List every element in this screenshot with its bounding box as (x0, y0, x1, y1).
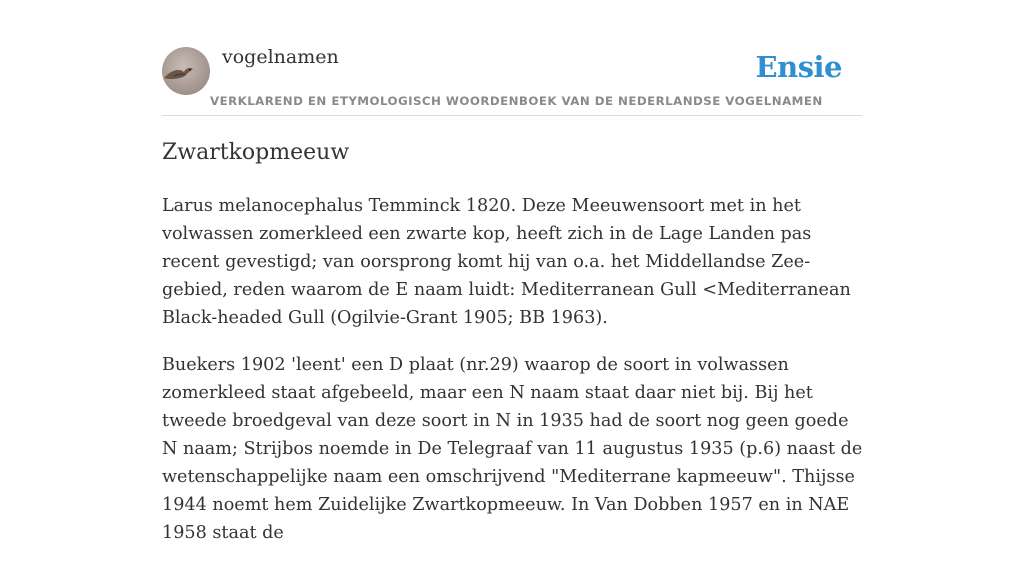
site-header (162, 0, 862, 116)
blog-subtitle: VERKLAREND EN ETYMOLOGISCH WOORDENBOEK VAN DE NEDERLANDSE VOGELNAMEN (210, 94, 823, 108)
article-content (162, 192, 867, 566)
ensie-logo[interactable]: Ensie (755, 50, 842, 84)
bird-photo-icon (162, 47, 210, 95)
article-paragraph: Larus melanocephalus Temminck 1820. Deze Meeuwensoort met in het volwassen zomerkleed een zwarte kop, heeft zich in de Lage Landen pas recent gevestigd; van oorsprong komt hij van o.a. het Middellandse Zee-gebied, reden waarom de E naam luidt: Mediterranean Gull <Mediterranean Black-headed Gull (Ogilvie-Grant 1905; BB 1963). (162, 196, 851, 328)
article-paragraph: Buekers 1902 'leent' een D plaat (nr.29) waarop de soort in volwassen zomerkleed staat afgebeeld, maar een N naam staat daar niet bij. Bij het tweede broedgeval van deze soort in N in 1935 had de soort nog geen goede N naam; Strijbos noemde in De Telegraaf van 11 augustus 1935 (p.6) naast de wetenschappelijke naam een omschrijvend "Mediterrane kapmeeuw". Thijsse 1944 noemt hem Zuidelijke Zwartkopmeeuw. In Van Dobben 1957 en in NAE 1958 staat de (162, 355, 863, 543)
blog-name[interactable]: vogelnamen (222, 46, 339, 68)
avatar[interactable] (162, 47, 210, 95)
article-title: Zwartkopmeeuw (162, 140, 350, 165)
